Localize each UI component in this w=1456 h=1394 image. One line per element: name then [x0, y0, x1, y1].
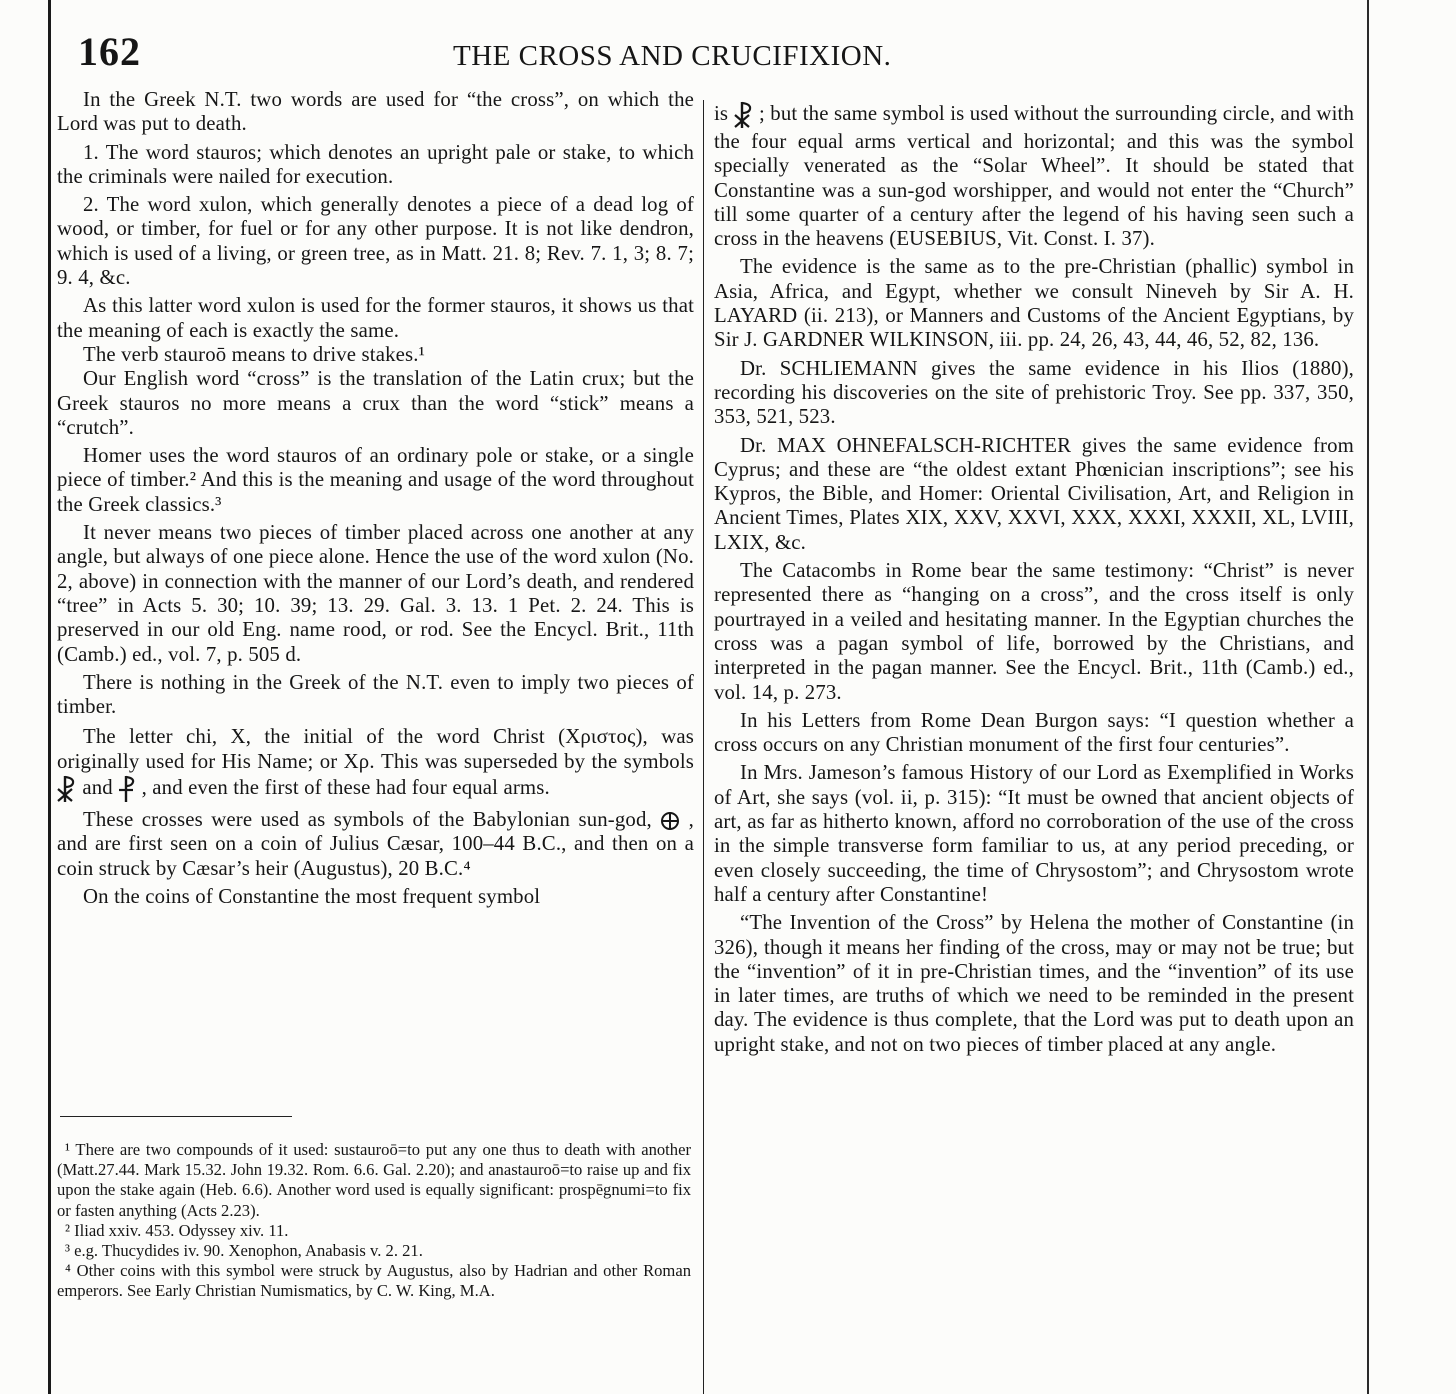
- footnotes: [57, 1140, 691, 1302]
- chi-rho-icon: [734, 100, 754, 130]
- solar-text-1: is: [714, 101, 729, 125]
- chi-text-3: , and even the first of these had four equal arms.: [141, 775, 550, 799]
- staurogram-icon: [118, 774, 136, 804]
- chi-text-1: The letter chi, X, the initial of the word Christ (Χριστος), was originally used for His Name; or Χρ. This was superseded by the symbols: [57, 725, 694, 773]
- footnote: ³ e.g. Thucydides iv. 90. Xenophon, Anabasis v. 2. 21.: [65, 1241, 423, 1261]
- paragraph: The verb stauroō means to drive stakes.¹: [83, 342, 425, 366]
- paragraph: 1. The word stauros; which denotes an upright pale or stake, to which the criminals were nailed for execution.: [57, 140, 694, 188]
- footnote: ² Iliad xxiv. 453. Odyssey xiv. 11.: [65, 1220, 289, 1240]
- page-number: 162: [78, 29, 141, 74]
- paragraph: The Catacombs in Rome bear the same testimony: “Christ” is never represented there as “hanging on a cross”, and the cross itself is only pourtrayed in a veiled and hesitating manner. In the Egyptian churches the cross was a pagan symbol of life, borrowed by the Christians, and interpreted in the pagan manner. See the Encycl. Brit., 11th (Camb.) ed., vol. 14, p. 273.: [714, 559, 1354, 704]
- paragraph: Dr. SCHLIEMANN gives the same evidence in his Ilios (1880), recording his discoveries on the site of prehistoric Troy. See pp. 337, 350, 353, 521, 523.: [714, 356, 1354, 429]
- running-title: THE CROSS AND CRUCIFIXION.: [453, 40, 892, 72]
- footnote: ¹ There are two compounds of it used: sustauroō=to put any one thus to death with another (Matt.27.44. Mark 15.32. John 19.32. Rom. 6.6. Gal. 2.20); and anastauroō=to raise up and fix upon the stake again (Heb. 6.6). Another word used is equally significant: prospēgnumi=to fix or fasten anything (Acts 2.23).: [57, 1140, 691, 1220]
- paragraph: On the coins of Constantine the most frequent symbol: [83, 884, 541, 908]
- paragraph: The evidence is the same as to the pre-Christian (phallic) symbol in Asia, Africa, and Egypt, whether we consult Nineveh by Sir A. H. LAYARD (ii. 213), or Manners and Customs of the Ancient Egyptians, by Sir J. GARDNER WILKINSON, iii. pp. 24, 26, 43, 44, 46, 52, 82, 136.: [714, 255, 1354, 352]
- right-margin-rule: [1367, 0, 1369, 1394]
- paragraph: Dr. MAX OHNEFALSCH-RICHTER gives the same evidence from Cyprus; and these are “the oldest extant Phœnician inscriptions”; see his Kypros, the Bible, and Homer: Oriental Civilisation, Art, and Religion in Ancient Times, Plates XIX, XXV, XXVI, XXX, XXXI, XXXII, XL, LVIII, LXIX, &c.: [714, 433, 1354, 554]
- footnote-rule: [60, 1116, 292, 1117]
- chi-text-2: and: [82, 775, 113, 799]
- babylon-text-1: These crosses were used as symbols of the Babylonian sun-god,: [83, 808, 652, 832]
- paragraph: In Mrs. Jameson’s famous History of our Lord as Exemplified in Works of Art, she says (vol. ii, p. 315): “It must be owned that ancient objects of art, as far as hitherto known, afford no corroboration of the use of the cross in the simple transverse form familiar to us, at any period preceding, or even closely succeeding, the time of Chrysostom”; and Chrysostom wrote half a century after Constantine!: [714, 761, 1354, 906]
- paragraph: “The Invention of the Cross” by Helena the mother of Constantine (in 326), though it means her finding of the cross, may or may not be true; but the “invention” of it in pre-Christian times, and the “invention” of its use in later times, are truths of which we need to be reminded in the present day. The evidence is thus complete, that the Lord was put to death upon an upright stake, and not on two pieces of timber placed at any angle.: [714, 911, 1354, 1056]
- paragraph: It never means two pieces of timber placed across one another at any angle, but always of one piece alone. Hence the use of the word xulon (No. 2, above) in connection with the manner of our Lord’s death, and rendered “tree” in Acts 5. 30; 10. 39; 13. 29. Gal. 3. 13. 1 Pet. 2. 24. This is preserved in our old Eng. name rood, or rod. See the Encycl. Brit., 11th (Camb.) ed., vol. 7, p. 505 d.: [57, 521, 694, 666]
- page-header: [78, 26, 1368, 78]
- paragraph: In the Greek N.T. two words are used for “the cross”, on which the Lord was put to death.: [57, 88, 694, 136]
- solar-wheel-icon: [660, 811, 680, 831]
- solar-wheel-paragraph: [714, 100, 1354, 251]
- babylon-paragraph: [57, 808, 694, 881]
- paragraph: There is nothing in the Greek of the N.T. even to imply two pieces of timber.: [57, 670, 694, 719]
- left-column: [57, 88, 694, 913]
- chi-paragraph: [57, 725, 694, 804]
- babylon-text-2: , and are first seen on a coin of Julius Cæsar, 100–44 B.C., and then on a coin struck by Cæsar’s heir (Augustus), 20 B.C.⁴: [57, 808, 694, 880]
- solar-text-2: ; but the same symbol is used without the surrounding circle, and with the four equal arms vertical and horizontal; and this was the symbol specially venerated as the “Solar Wheel”. It should be stated that Constantine was a sun-god worshipper, and would not enter the “Church” till some quarter of a century after the legend of his having seen such a cross in the heavens (EUSEBIUS, Vit. Const. I. 37).: [714, 101, 1354, 251]
- chi-rho-icon: [57, 774, 77, 804]
- paragraph: As this latter word xulon is used for the former stauros, it shows us that the meaning of each is exactly the same.: [57, 294, 694, 342]
- paragraph: Homer uses the word stauros of an ordinary pole or stake, or a single piece of timber.² And this is the meaning and usage of the word throughout the Greek classics.³: [57, 444, 694, 516]
- paragraph: 2. The word xulon, which generally denotes a piece of a dead log of wood, or timber, for fuel or for any other purpose. It is not like dendron, which is used of a living, or green tree, as in Matt. 21. 8; Rev. 7. 1, 3; 8. 7; 9. 4, &c.: [57, 193, 694, 290]
- paragraph: In his Letters from Rome Dean Burgon says: “I question whether a cross occurs on any Christian monument of the first four centuries”.: [714, 708, 1354, 757]
- left-margin-rule: [48, 0, 51, 1394]
- paragraph: Our English word “cross” is the translation of the Latin crux; but the Greek stauros no more means a crux than the word “stick” means a “crutch”.: [57, 367, 694, 439]
- footnote: ⁴ Other coins with this symbol were struck by Augustus, also by Hadrian and other Roman emperors. See Early Christian Numismatics, by C. W. King, M.A.: [57, 1261, 691, 1301]
- right-column: [714, 100, 1354, 1061]
- column-divider: [703, 100, 704, 1394]
